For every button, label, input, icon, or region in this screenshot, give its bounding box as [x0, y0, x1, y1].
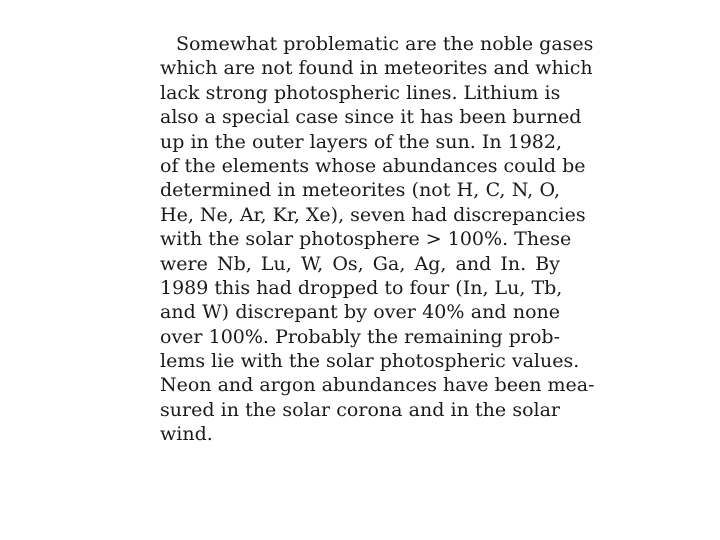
text-line: which are not found in meteorites and which — [160, 57, 593, 80]
text-line: and W) discrepant by over 40% and none — [160, 301, 560, 324]
text-line: Neon and argon abundances have been mea- — [160, 374, 595, 397]
text-line: He, Ne, Ar, Kr, Xe), seven had discrepancies — [160, 203, 586, 226]
text-line: Somewhat problematic are the noble gases — [176, 33, 594, 55]
text-line: 1989 this had dropped to four (In, Lu, Tb, — [160, 276, 563, 299]
text-line: determined in meteorites (not H, C, N, O, — [160, 179, 560, 202]
text-line: wind. — [160, 423, 213, 446]
text-line: over 100%. Probably the remaining prob- — [160, 325, 560, 348]
text-line: also a special case since it has been burned — [160, 106, 582, 129]
body-paragraph — [160, 32, 595, 447]
text-line: with the solar photosphere > 100%. These — [160, 228, 572, 251]
text-line: sured in the solar corona and in the solar — [160, 398, 560, 421]
text-line: were Nb, Lu, W, Os, Ga, Ag, and In. By — [160, 252, 560, 275]
text-line: up in the outer layers of the sun. In 1982, — [160, 130, 563, 153]
text-line: lems lie with the solar photospheric values. — [160, 350, 580, 373]
text-line: lack strong photospheric lines. Lithium is — [160, 81, 561, 104]
text-line: of the elements whose abundances could be — [160, 154, 586, 177]
